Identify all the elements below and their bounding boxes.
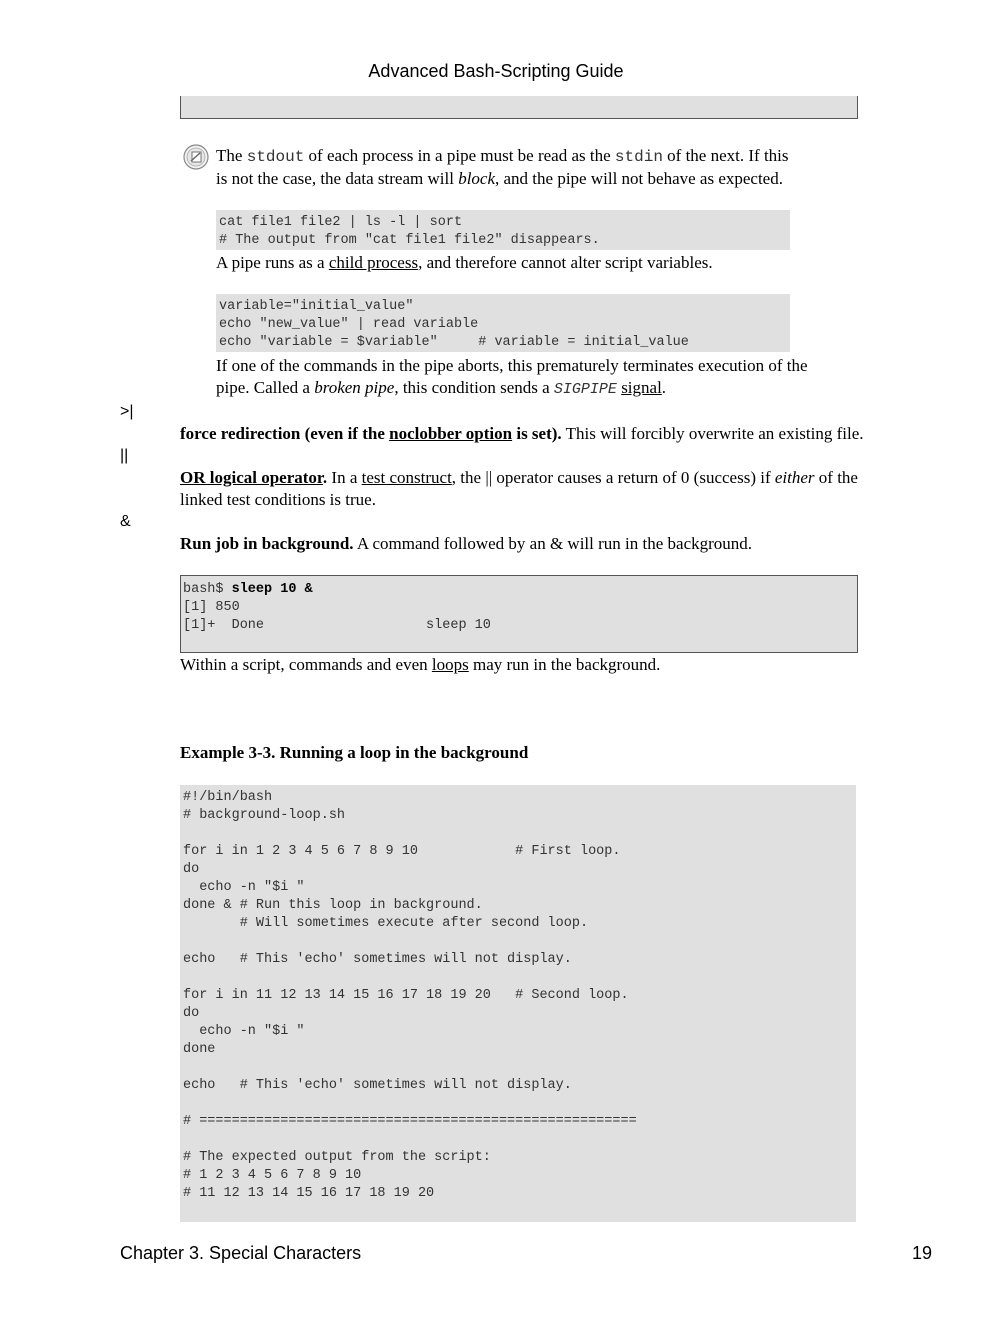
symbol-force-redirect: >| xyxy=(120,403,134,420)
loops-link[interactable]: loops xyxy=(431,655,469,674)
previous-code-box-end xyxy=(180,96,858,119)
stdout-code: stdout xyxy=(246,148,305,166)
note-paragraph-3: If one of the commands in the pipe aborts, this prematurely terminates execution of the pipe. Called a broken pipe, this condition sends a SIGPIPE signal. xyxy=(216,356,808,398)
or-operator-description: OR logical operator. In a test construct, the || operator causes a return of 0 (success) if either of the linked test conditions is true. xyxy=(180,468,858,509)
variable-code-block: variable="initial_value" echo "new_value" | read variable echo "variable = $variable" # variable = initial_value xyxy=(216,294,790,352)
signal-link[interactable]: signal xyxy=(621,378,662,397)
symbol-background: & xyxy=(120,513,131,530)
example-code-block: #!/bin/bash # background-loop.sh for i in 1 2 3 4 5 6 7 8 9 10 # First loop. do echo -n "$i " done & # Run this loop in background. # Will sometimes execute after second loop. echo # This 'echo' sometimes will not display. for i in 11 12 13 14 15 16 17 18 19 20 # Second loop. do echo -n "$i " done echo # This 'echo' sometimes will not display. # ====================================================== # The expected output from the script: # 1 2 3 4 5 6 7 8 9 10 # 11 12 13 14 15 16 17 18 19 20 xyxy=(180,785,856,1222)
test-construct-link[interactable]: test construct xyxy=(361,468,452,487)
pipe-code-block: cat file1 file2 | ls -l | sort # The output from "cat file1 file2" disappears. xyxy=(216,210,790,250)
example-title: Example 3-3. Running a loop in the background xyxy=(180,743,529,762)
background-job-code-block: bash$ sleep 10 & [1] 850 [1]+ Done sleep 10 xyxy=(180,575,858,653)
symbol-or-operator: || xyxy=(120,447,129,464)
or-logical-operator-link[interactable]: OR logical operator xyxy=(180,468,323,487)
footer-chapter: Chapter 3. Special Characters xyxy=(120,1243,362,1263)
note-icon xyxy=(183,144,209,170)
page-number: 19 xyxy=(911,1243,932,1263)
note-paragraph-1: The stdout of each process in a pipe must be read as the stdin of the next. If this is not the case, the data stream will block, and the pipe will not behave as expected. xyxy=(216,146,789,188)
force-redirect-description: force redirection (even if the noclobber option is set). This will forcibly overwrite an existing file. xyxy=(180,424,864,443)
noclobber-link[interactable]: noclobber option xyxy=(389,424,513,443)
loops-paragraph: Within a script, commands and even loops may run in the background. xyxy=(180,655,661,674)
background-description: Run job in background. A command followed by an & will run in the background. xyxy=(180,534,753,553)
sigpipe-code: SIGPIPE xyxy=(553,381,617,398)
child-process-link[interactable]: child process xyxy=(328,253,419,272)
page-header: Advanced Bash-Scripting Guide xyxy=(368,61,624,81)
note-paragraph-2: A pipe runs as a child process, and therefore cannot alter script variables. xyxy=(216,253,713,272)
stdin-code: stdin xyxy=(614,148,663,166)
